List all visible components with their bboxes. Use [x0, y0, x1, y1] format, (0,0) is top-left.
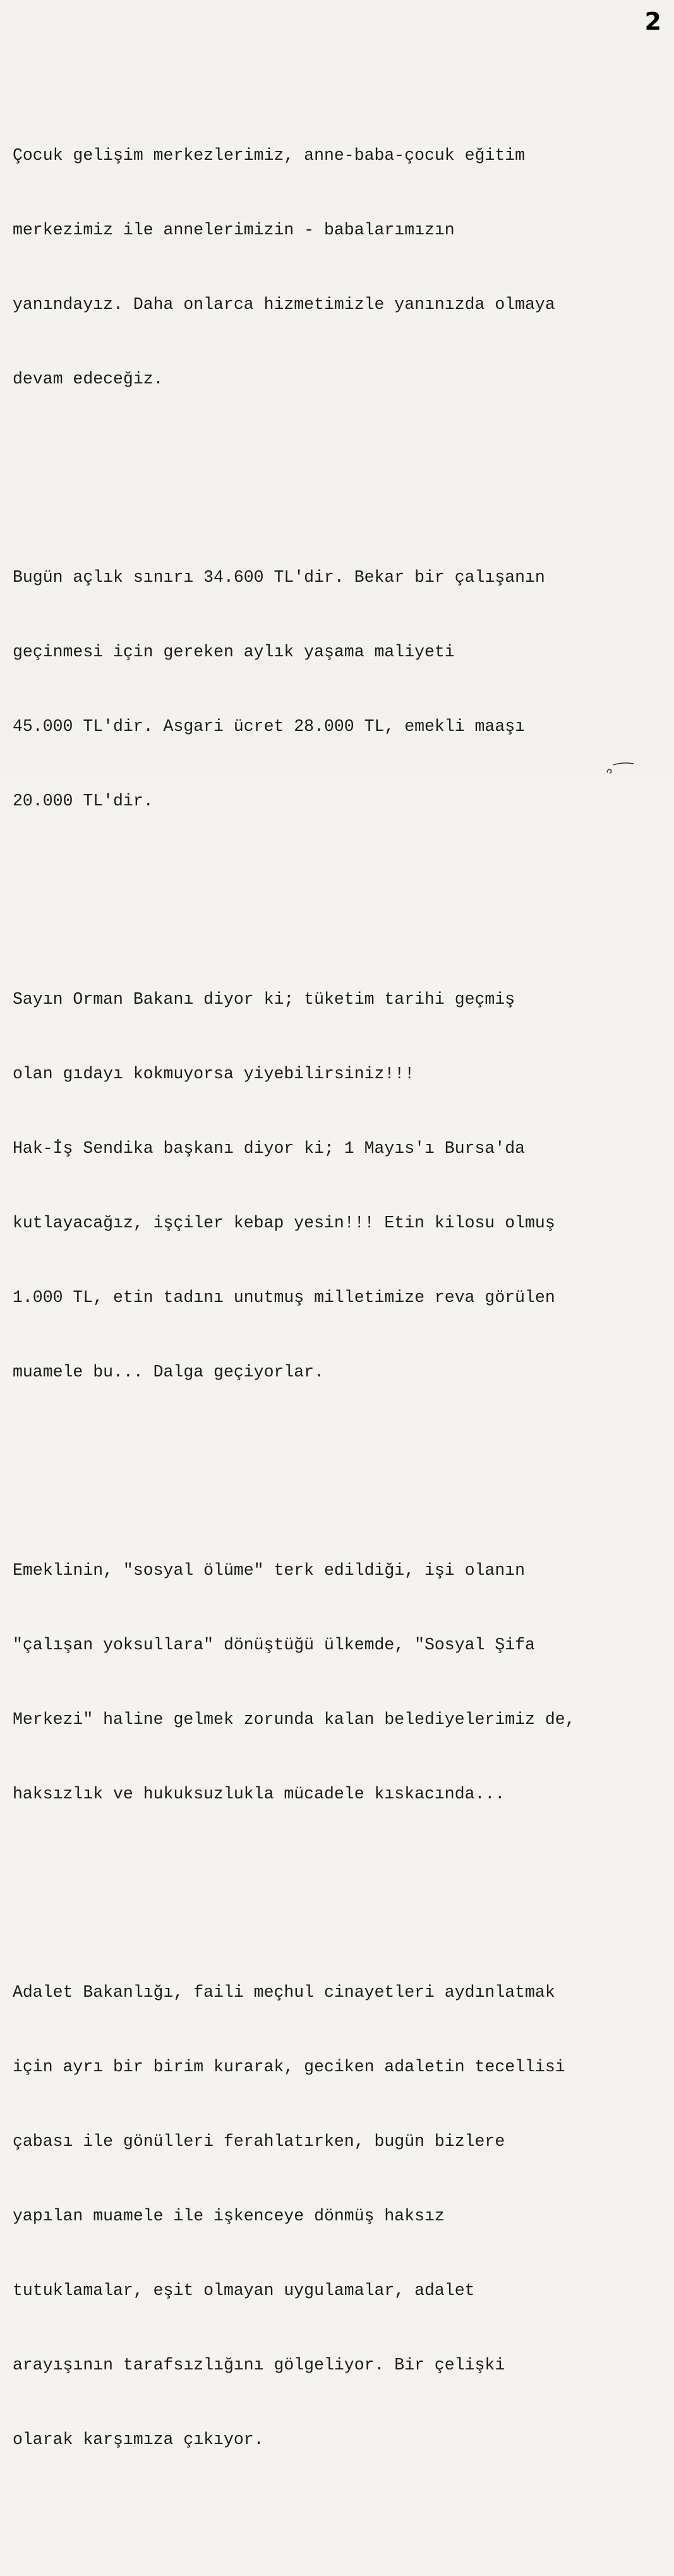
paragraph-2: [13, 516, 670, 864]
page-number: 2: [644, 8, 661, 35]
text-line: 20.000 TL'dir.: [13, 791, 153, 810]
text-line: devam edeceğiz.: [13, 369, 164, 388]
text-line: için ayrı bir birim kurarak, geciken adaletin tecellisi: [13, 2057, 565, 2077]
text-line: çabası ile gönülleri ferahlatırken, bugün bizlere: [13, 2131, 505, 2151]
text-line: muamele bu... Dalga geçiyorlar.: [13, 1362, 324, 1381]
text-line: yapılan muamele ile işkenceye dönmüş haksız: [13, 2206, 445, 2225]
handwritten-mark: [605, 760, 636, 774]
text-line: Adalet Bakanlığı, faili meçhul cinayetleri aydınlatmak: [13, 1983, 555, 2002]
text-line: "çalışan yoksullara" dönüştüğü ülkemde, "Sosyal Şifa: [13, 1635, 535, 1654]
text-line: Emeklinin, "sosyal ölüme" terk edildiği, işi olanın: [13, 1561, 526, 1580]
text-line: Bugün açlık sınırı 34.600 TL'dir. Bekar bir çalışanın: [13, 568, 545, 587]
text-line: geçinmesi için gereken aylık yaşama maliyeti: [13, 642, 455, 662]
text-line: Sayın Orman Bakanı diyor ki; tüketim tarihi geçmiş: [13, 990, 515, 1009]
text-line: 45.000 TL'dir. Asgari ücret 28.000 TL, emekli maaşı: [13, 717, 526, 737]
text-line: 1.000 TL, etin tadını unutmuş milletimize reva görülen: [13, 1287, 555, 1307]
text-line: olan gıdayı kokmuyorsa yiyebilirsiniz!!!: [13, 1064, 415, 1084]
text-line: Hak-İş Sendika başkanı diyor ki; 1 Mayıs'ı Bursa'da: [13, 1139, 526, 1159]
text-line: tutuklamalar, eşit olmayan uygulamalar, adalet: [13, 2280, 475, 2300]
paragraph-5: [13, 1931, 670, 2502]
text-line: kutlayacağız, işçiler kebap yesin!!! Etin kilosu olmuş: [13, 1213, 555, 1232]
text-line: yanındayız. Daha onlarca hizmetimizle yanınızda olmaya: [13, 294, 555, 314]
text-line: arayışının tarafsızlığını gölgeliyor. Bir çelişki: [13, 2355, 505, 2374]
paragraph-1: [13, 94, 670, 442]
text-line: olarak karşımıza çıkıyor.: [13, 2429, 264, 2449]
document-body: [13, 44, 670, 2576]
text-line: Merkezi" haline gelmek zorunda kalan belediyelerimiz de,: [13, 1709, 575, 1729]
text-line: merkezimiz ile annelerimizin - babalarımızın: [13, 220, 455, 240]
paragraph-4: [13, 1509, 670, 1857]
text-line: Çocuk gelişim merkezlerimiz, anne-baba-çocuk eğitim: [13, 146, 526, 166]
text-line: haksızlık ve hukuksuzlukla mücadele kıskacında...: [13, 1784, 505, 1803]
paragraph-3: [13, 938, 670, 1435]
